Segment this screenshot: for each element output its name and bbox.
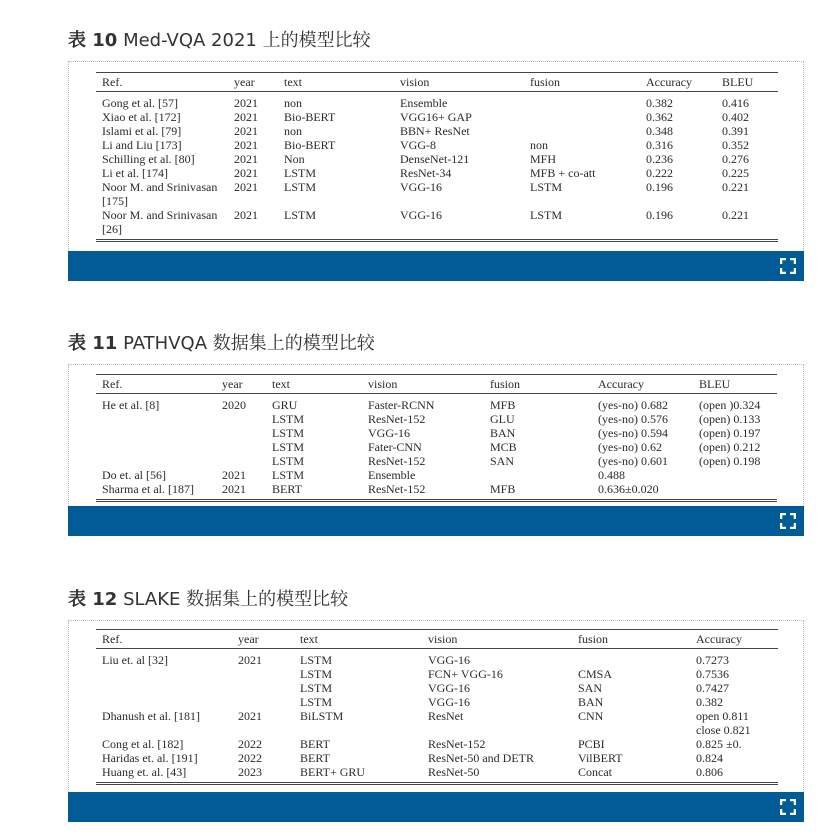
cell: Noor M. and Srinivasan [26] [102, 208, 218, 236]
cell: 0.391 [722, 124, 749, 138]
cell: MFH [530, 152, 557, 166]
col-header: Accuracy [696, 630, 778, 649]
cell: Fater-CNN [368, 440, 422, 454]
cell: (yes-no) 0.601 [598, 454, 668, 468]
cell: VGG-16 [400, 208, 442, 222]
table-10 [96, 72, 778, 242]
cell: non [284, 96, 302, 110]
cell: LSTM [272, 440, 305, 454]
table-11-toolbar [68, 506, 804, 536]
cell: VGG16+ GAP [400, 110, 472, 124]
cell: 2021 [234, 124, 258, 138]
cell [96, 667, 238, 681]
table-row [96, 681, 778, 695]
col-header: year [238, 630, 300, 649]
cell [96, 695, 238, 709]
cell: Xiao et al. [172] [102, 110, 181, 124]
table-row [96, 723, 778, 737]
col-header: vision [400, 73, 530, 92]
table-12-header-row [96, 630, 778, 649]
cell: LSTM [284, 166, 317, 180]
cell: (open) 0.212 [699, 440, 761, 454]
cell: CMSA [578, 667, 613, 681]
cell: 0.196 [646, 208, 673, 222]
table-11-title: PATHVQA 数据集上的模型比较 [123, 333, 375, 354]
table-row [96, 166, 778, 180]
cell: 0.221 [722, 208, 749, 222]
cell [96, 426, 222, 440]
table-12 [96, 629, 778, 785]
cell: CNN [578, 709, 604, 723]
cell: 2021 [234, 152, 258, 166]
cell: (yes-no) 0.576 [598, 412, 668, 426]
cell: BERT [300, 737, 330, 751]
cell [530, 110, 646, 124]
cell: (yes-no) 0.62 [598, 440, 662, 454]
col-header: text [300, 630, 428, 649]
table-row [96, 649, 778, 668]
cell [96, 412, 222, 426]
cell: VilBERT [578, 751, 623, 765]
cell [428, 723, 578, 737]
cell: Schilling et al. [80] [102, 152, 195, 166]
table-row [96, 695, 778, 709]
cell: 0.7536 [696, 667, 729, 681]
col-header: vision [368, 375, 490, 394]
cell: BAN [578, 695, 604, 709]
cell: 0.382 [696, 695, 723, 709]
cell: SAN [578, 681, 603, 695]
cell [699, 468, 777, 482]
cell: LSTM [300, 667, 333, 681]
table-11-label: 表 11 [68, 333, 118, 354]
cell: 2021 [238, 709, 262, 723]
cell [96, 440, 222, 454]
cell: Haridas et. al. [191] [102, 751, 198, 765]
table-10-toolbar [68, 251, 804, 281]
cell: (yes-no) 0.682 [598, 398, 668, 412]
cell: 0.824 [696, 751, 723, 765]
cell: non [284, 124, 302, 138]
cell: 0.316 [646, 138, 673, 152]
cell: GRU [272, 398, 298, 412]
table-row [96, 394, 777, 413]
cell: 2021 [222, 482, 246, 496]
cell: 0.225 [722, 166, 749, 180]
cell: VGG-16 [400, 180, 442, 194]
cell [530, 92, 646, 111]
col-header: year [234, 73, 284, 92]
cell: (open )0.324 [699, 398, 761, 412]
cell [530, 124, 646, 138]
cell: LSTM [272, 412, 305, 426]
cell: BiLSTM [300, 709, 344, 723]
cell [222, 426, 272, 440]
cell: ResNet-152 [368, 482, 426, 496]
cell [222, 440, 272, 454]
table-row [96, 454, 777, 468]
cell: 0.636±0.020 [598, 482, 659, 496]
cell: 0.352 [722, 138, 749, 152]
cell: LSTM [530, 208, 563, 222]
cell [490, 468, 598, 482]
cell: ResNet-152 [368, 454, 426, 468]
table-10-title: Med-VQA 2021 上的模型比较 [123, 30, 371, 51]
cell [699, 482, 777, 501]
cell: 0.236 [646, 152, 673, 166]
cell: DenseNet-121 [400, 152, 470, 166]
col-header: Ref. [96, 630, 238, 649]
table-row [96, 110, 778, 124]
table-row [96, 208, 778, 241]
cell: 2021 [234, 166, 258, 180]
col-header: fusion [530, 73, 646, 92]
cell: non [530, 138, 548, 152]
cell: Liu et. al [32] [102, 653, 168, 667]
cell: LSTM [272, 468, 305, 482]
table-row [96, 124, 778, 138]
cell: GLU [490, 412, 515, 426]
cell: He et al. [8] [102, 398, 160, 412]
cell [238, 695, 300, 709]
cell: Sharma et al. [187] [102, 482, 194, 496]
cell: LSTM [530, 180, 563, 194]
cell: LSTM [272, 426, 305, 440]
table-row [96, 138, 778, 152]
cell [578, 723, 696, 737]
cell: open 0.811 [696, 709, 749, 723]
cell: BBN+ ResNet [400, 124, 470, 138]
col-header: BLEU [699, 375, 777, 394]
cell: Li et al. [174] [102, 166, 168, 180]
cell: VGG-16 [368, 426, 410, 440]
table-row [96, 412, 777, 426]
cell [222, 454, 272, 468]
table-row [96, 92, 778, 111]
cell [238, 667, 300, 681]
cell: BERT [272, 482, 302, 496]
cell: (open) 0.198 [699, 454, 761, 468]
cell: 2022 [238, 751, 262, 765]
cell: 0.276 [722, 152, 749, 166]
cell [300, 723, 428, 737]
table-row [96, 751, 778, 765]
cell: Concat [578, 765, 612, 779]
cell: ResNet-50 and DETR [428, 751, 534, 765]
table-12-label: 表 12 [68, 589, 118, 610]
table-12-toolbar [68, 792, 804, 822]
cell: Islami et al. [79] [102, 124, 182, 138]
cell: Bio-BERT [284, 110, 336, 124]
cell: 2021 [234, 180, 258, 194]
cell: 0.402 [722, 110, 749, 124]
cell: ResNet [428, 709, 464, 723]
cell: 0.825 ±0. [696, 737, 742, 751]
cell: 2021 [234, 110, 258, 124]
col-header: fusion [490, 375, 598, 394]
cell: 2023 [238, 765, 262, 779]
cell: ResNet-34 [400, 166, 452, 180]
table-row [96, 440, 777, 454]
cell [96, 681, 238, 695]
cell [238, 723, 300, 737]
cell: BAN [490, 426, 516, 440]
cell: MCB [490, 440, 517, 454]
cell: FCN+ VGG-16 [428, 667, 503, 681]
cell: SAN [490, 454, 515, 468]
col-header: Ref. [96, 73, 234, 92]
cell: 0.7427 [696, 681, 729, 695]
cell: 0.362 [646, 110, 673, 124]
cell: 2021 [234, 208, 258, 222]
cell: LSTM [300, 653, 333, 667]
table-12-caption [68, 585, 348, 611]
cell [96, 454, 222, 468]
cell: 0.806 [696, 765, 723, 779]
cell [222, 412, 272, 426]
col-header: Accuracy [646, 73, 722, 92]
cell: LSTM [284, 180, 317, 194]
cell: Non [284, 152, 305, 166]
col-header: Ref. [96, 375, 222, 394]
cell: BERT+ GRU [300, 765, 366, 779]
table-row [96, 737, 778, 751]
expand-icon[interactable] [780, 513, 796, 529]
table-row [96, 482, 777, 501]
cell: PCBI [578, 737, 605, 751]
cell: 2020 [222, 398, 246, 412]
col-header: fusion [578, 630, 696, 649]
cell: LSTM [300, 695, 333, 709]
cell: LSTM [300, 681, 333, 695]
cell: 0.196 [646, 180, 673, 194]
col-header: text [284, 73, 400, 92]
table-row [96, 426, 777, 440]
cell: ResNet-152 [428, 737, 486, 751]
cell [96, 723, 238, 737]
table-10-header-row [96, 73, 778, 92]
col-header: vision [428, 630, 578, 649]
table-row [96, 667, 778, 681]
table-10-caption [68, 26, 371, 52]
cell: Li and Liu [173] [102, 138, 182, 152]
cell: 2021 [238, 653, 262, 667]
table-row [96, 765, 778, 784]
cell: BERT [300, 751, 330, 765]
cell: MFB + co-att [530, 166, 596, 180]
cell: (open) 0.133 [699, 412, 761, 426]
cell: 0.382 [646, 96, 673, 110]
table-row [96, 709, 778, 723]
cell: LSTM [272, 454, 305, 468]
cell: Ensemble [400, 96, 448, 110]
cell [578, 649, 696, 668]
table-11-caption [68, 329, 375, 355]
cell: VGG-8 [400, 138, 436, 152]
cell: ResNet-50 [428, 765, 480, 779]
cell [238, 681, 300, 695]
table-11-header-row [96, 375, 777, 394]
table-row [96, 180, 778, 208]
cell: 0.222 [646, 166, 673, 180]
cell: close 0.821 [696, 723, 751, 737]
cell: Ensemble [368, 468, 416, 482]
cell: (open) 0.197 [699, 426, 761, 440]
cell: Do et. al [56] [102, 468, 166, 482]
cell: 0.488 [598, 468, 625, 482]
table-12-title: SLAKE 数据集上的模型比较 [123, 589, 349, 610]
cell: Bio-BERT [284, 138, 336, 152]
cell: 0.7273 [696, 653, 729, 667]
cell: 2021 [222, 468, 246, 482]
cell: VGG-16 [428, 695, 470, 709]
cell: Gong et al. [57] [102, 96, 178, 110]
cell: 0.221 [722, 180, 749, 194]
col-header: year [222, 375, 272, 394]
cell: LSTM [284, 208, 317, 222]
col-header: Accuracy [598, 375, 699, 394]
cell: VGG-16 [428, 653, 470, 667]
cell: 0.348 [646, 124, 673, 138]
table-row [96, 152, 778, 166]
cell: 2021 [234, 96, 258, 110]
cell: MFB [490, 482, 516, 496]
cell: 0.416 [722, 96, 749, 110]
cell: VGG-16 [428, 681, 470, 695]
col-header: text [272, 375, 368, 394]
cell: Dhanush et al. [181] [102, 709, 200, 723]
cell: Noor M. and Srinivasan [175] [102, 180, 218, 208]
cell: Huang et. al. [43] [102, 765, 187, 779]
expand-icon[interactable] [780, 799, 796, 815]
col-header: BLEU [722, 73, 778, 92]
table-row [96, 468, 777, 482]
cell: Faster-RCNN [368, 398, 435, 412]
cell: ResNet-152 [368, 412, 426, 426]
cell: 2022 [238, 737, 262, 751]
table-11 [96, 374, 777, 502]
table-10-label: 表 10 [68, 30, 118, 51]
cell: MFB [490, 398, 516, 412]
expand-icon[interactable] [780, 258, 796, 274]
cell: 2021 [234, 138, 258, 152]
cell: (yes-no) 0.594 [598, 426, 668, 440]
cell: Cong et al. [182] [102, 737, 184, 751]
